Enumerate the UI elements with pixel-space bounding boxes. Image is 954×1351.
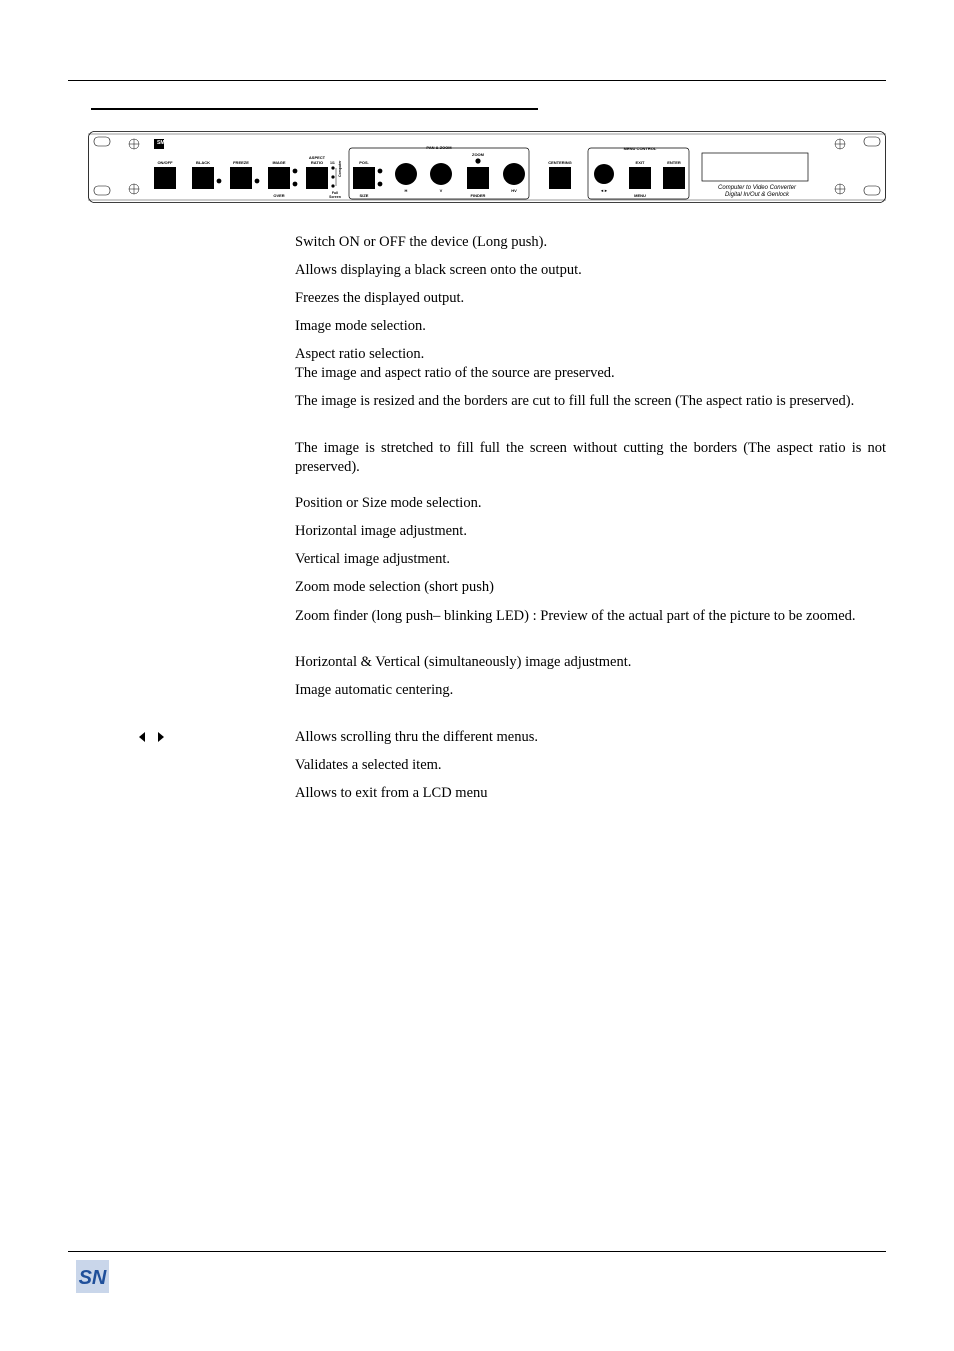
label-aspect-side: Computer	[338, 160, 342, 177]
label-aspect-side-top: 1/1	[330, 161, 335, 165]
desc-menu-arrows: Allows scrolling thru the different menus.	[295, 729, 538, 745]
desc-aspect-computer: The image is stretched to fill full the screen without cutting the borders (The aspect ratio is not preserved).	[295, 440, 886, 475]
group-pan-zoom-label: PAN & ZOOM	[426, 145, 452, 150]
desc-centering: Image automatic centering.	[295, 682, 454, 698]
right-arrow-icon	[157, 731, 165, 743]
label-aspect-1: ASPECT	[308, 155, 326, 160]
label-freeze: FREEZE	[233, 160, 249, 165]
desc-h: Horizontal image adjustment.	[295, 523, 467, 539]
desc-image: Image mode selection.	[295, 318, 426, 334]
label-menu-arrows: ◄►	[600, 188, 608, 193]
footer-logo-text: SN	[78, 1267, 107, 1289]
label-enter: ENTER	[667, 160, 681, 165]
label-image-sub: OVER	[273, 193, 285, 198]
desc-enter: Validates a selected item.	[295, 757, 442, 773]
front-panel-diagram	[88, 131, 886, 203]
label-exit-sub: MENU	[634, 193, 646, 198]
desc-onoff: Switch ON or OFF the device (Long push).	[295, 234, 548, 250]
label-v: V	[439, 188, 443, 193]
desc-zoom-finder: Zoom finder (long push– blinking LED) : Preview of the actual part of the picture to be zoomed.	[295, 608, 856, 624]
desc-freeze: Freezes the displayed output.	[295, 290, 465, 306]
company-logo	[76, 1260, 109, 1293]
label-hv: HV	[511, 188, 517, 193]
label-pos: POS.	[359, 160, 369, 165]
label-zoom: ZOOM	[472, 152, 484, 157]
lcd-caption-1: Computer to Video Converter	[718, 185, 796, 191]
desc-exit: Allows to exit from a LCD menu	[295, 785, 488, 801]
label-exit: EXIT	[635, 160, 645, 165]
desc-aspect-full-screen: The image is resized and the borders are cut to fill full the screen (The aspect ratio is preserved).	[295, 393, 855, 409]
desc-black: Allows displaying a black screen onto the output.	[295, 262, 582, 278]
lcd-caption-2: Digital In/Out & Genlock	[724, 192, 790, 198]
footer-rule	[68, 1251, 886, 1252]
desc-aspect-1-1: The image and aspect ratio of the source are preserved.	[295, 365, 615, 381]
section-title-underline	[91, 108, 538, 110]
desc-hv: Horizontal & Vertical (simultaneously) image adjustment.	[295, 654, 632, 670]
group-menu-control-label: MENU CONTROL	[623, 146, 657, 151]
label-black: BLACK	[196, 160, 210, 165]
label-onoff: ON/OFF	[157, 160, 173, 165]
panel-logo: SM	[157, 140, 165, 146]
desc-zoom: Zoom mode selection (short push)	[295, 579, 494, 595]
label-centering: CENTERING	[548, 160, 572, 165]
header-rule	[68, 80, 886, 81]
label-h: H	[404, 188, 408, 193]
desc-pos-size: Position or Size mode selection.	[295, 495, 482, 511]
label-aspect-2: RATIO	[310, 160, 324, 165]
desc-v: Vertical image adjustment.	[295, 551, 451, 567]
label-pos-sub: SIZE	[359, 193, 369, 198]
label-image: IMAGE	[272, 160, 286, 165]
label-zoom-sub: FINDER	[470, 193, 486, 198]
desc-aspect: Aspect ratio selection.	[295, 346, 425, 362]
left-arrow-icon	[138, 731, 146, 743]
label-aspect-sub: Full Screen	[329, 191, 341, 199]
